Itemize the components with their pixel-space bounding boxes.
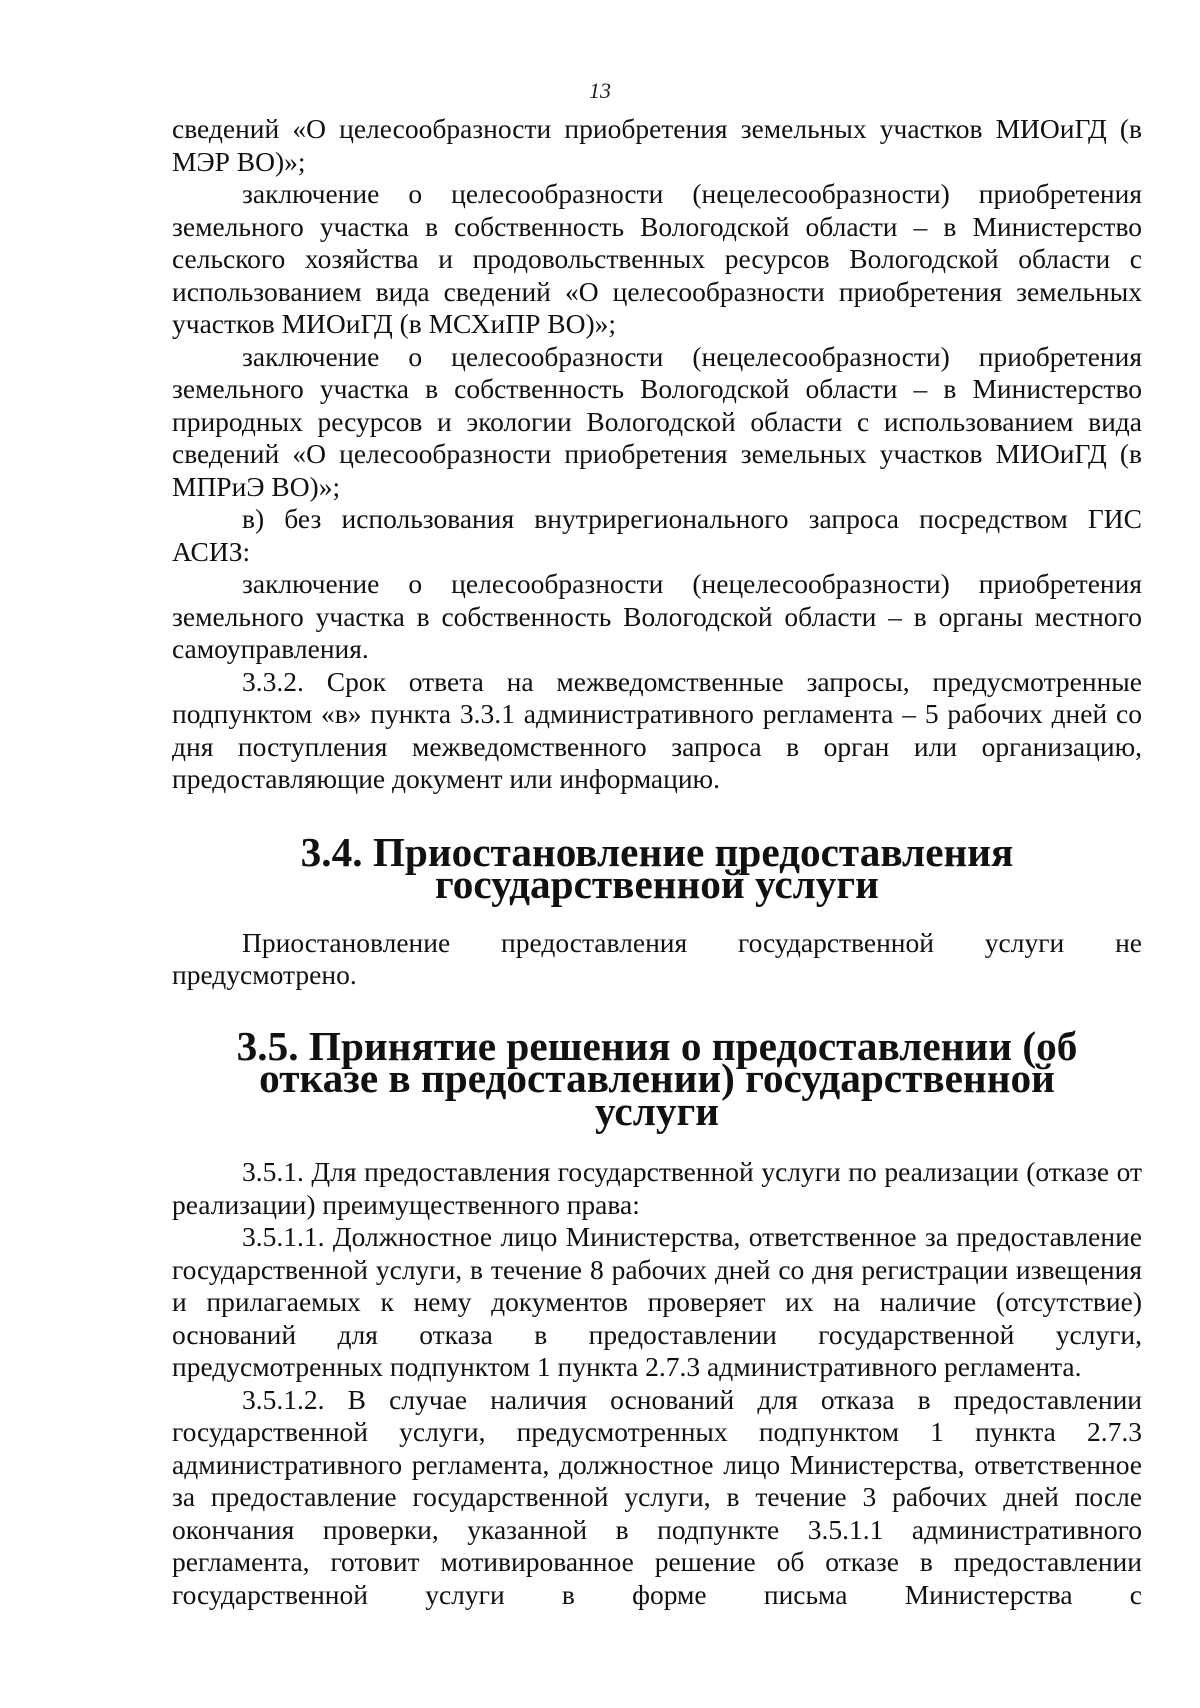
paragraph-3-3-2: 3.3.2. Срок ответа на межведомственные запросы, предусмотренные подпунктом «в» пункта 3.3.1 административного регламента – 5 рабочих дней со дня поступления межведомственного запроса в орган или организацию, предоставляющие документ или информацию. [172, 665, 1142, 794]
heading-section-3-4: 3.4. Приостановление предоставления государственной услуги [300, 828, 1014, 907]
paragraph-conclusion-local-government: заключение о целесообразности (нецелесообразности) приобретения земельного участка в собственность Вологодской области – в органы местного самоуправления. [172, 568, 1142, 664]
document-body [172, 113, 1142, 1611]
paragraph-conclusion-mskhipr: заключение о целесообразности (нецелесообразности) приобретения земельного участка в собственность Вологодской области – в Министерство сельского хозяйства и продовольственных ресурсов Вологодской области с использованием вида сведений «О целесообразности приобретения земельных участков МИОиГД (в МСХиПР ВО)»; [172, 178, 1142, 339]
page-number: 13 [589, 78, 611, 103]
paragraph-3-5-1-2: 3.5.1.2. В случае наличия оснований для отказа в предоставлении государственной услуги, предусмотренных подпунктом 1 пункта 2.7.3 административного регламента, должностное лицо Министерства, ответственное за предоставление государственной услуги, в течение 3 рабочих дней после окончания проверки, указанной в подпункте 3.5.1.1 административного регламента, готовит мотивированное решение об отказе в предоставлении государственной услуги в форме письма Министерства с [172, 1383, 1142, 1610]
heading-section-3-5: 3.5. Принятие решения о предоставлении (об отказе в предоставлении) государственной услуги [236, 1022, 1078, 1134]
paragraph-mer-info-type: сведений «О целесообразности приобретения земельных участков МИОиГД (в МЭР ВО)»; [172, 113, 1142, 177]
paragraph-3-5-1-1: 3.5.1.1. Должностное лицо Министерства, ответственное за предоставление государственной услуги, в течение 8 рабочих дней со дня регистрации извещения и прилагаемых к нему документов проверяет их на наличие (отсутствие) оснований для отказа в предоставлении государственной услуги, предусмотренных подпунктом 1 пункта 2.7.3 административного регламента. [172, 1221, 1142, 1382]
paragraph-3-5-1: 3.5.1. Для предоставления государственной услуги по реализации (отказе от реализации) преимущественного права: [172, 1156, 1142, 1220]
paragraph-item-v-without-request: в) без использования внутрирегионального запроса посредством ГИС АСИЗ: [172, 503, 1142, 567]
paragraph-conclusion-mprie: заключение о целесообразности (нецелесообразности) приобретения земельного участка в собственность Вологодской области – в Министерство природных ресурсов и экологии Вологодской области с использованием вида сведений «О целесообразности приобретения земельных участков МИОиГД (в МПРиЭ ВО)»; [172, 340, 1142, 502]
paragraph-3-4-text: Приостановление предоставления государственной услуги не предусмотрено. [172, 926, 1142, 990]
